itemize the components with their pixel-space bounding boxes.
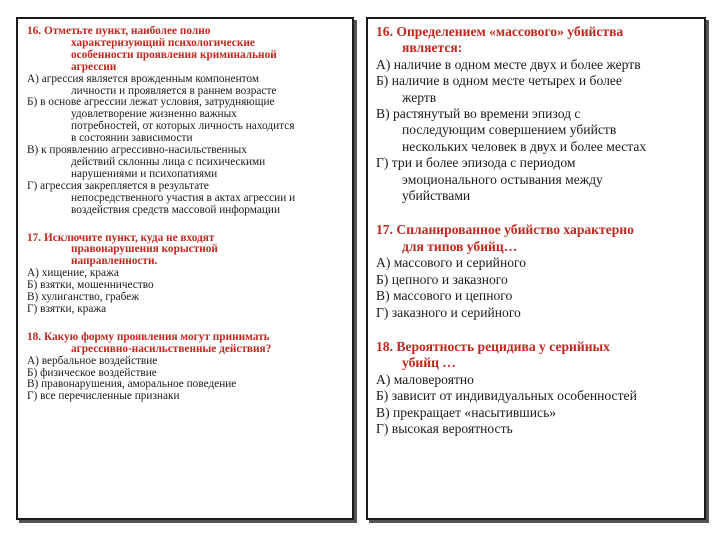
question-title-line: 16. Отметьте пункт, наиболее полно — [27, 25, 211, 37]
answer-option[interactable] — [376, 421, 696, 437]
answer-option-line: Б) цепного и заказного — [376, 271, 508, 287]
answer-option-line: Г) агрессия закрепляется в результате — [27, 179, 209, 192]
answer-option-line: непосредственного участия в актах агрессии и — [71, 191, 296, 204]
answer-option-line: А) агрессия является врожденным компонентом — [27, 72, 260, 85]
answer-option[interactable] — [376, 388, 696, 404]
answer-option[interactable] — [27, 74, 344, 98]
left-question-panel — [16, 17, 354, 520]
answer-option-line: воздействия средств массовой информации — [71, 203, 281, 216]
answer-option-line: В) хулиганство, грабеж — [27, 291, 140, 304]
question-title-line: 17. Исключите пункт, куда не входят — [27, 231, 215, 244]
answer-option-line: Г) три и более эпизода с периодом — [376, 155, 576, 171]
answer-option-line: А) массового и серийного — [376, 255, 527, 271]
answer-option[interactable] — [376, 155, 696, 204]
answer-option[interactable] — [376, 57, 696, 73]
question-title — [376, 339, 696, 372]
question-title — [27, 26, 344, 74]
question-title — [376, 24, 696, 57]
question-title-line: агрессии — [71, 60, 117, 73]
answer-option[interactable] — [376, 73, 696, 106]
answer-option-line: В) правонарушения, аморальное поведение — [27, 378, 237, 391]
answer-option-line: А) маловероятно — [376, 371, 474, 387]
question-title-line: агрессивно-насильственные действия? — [71, 342, 272, 355]
answer-option[interactable] — [27, 304, 344, 316]
answer-option-line: жертв — [402, 89, 437, 105]
answer-option-line: Г) высокая вероятность — [376, 420, 513, 436]
answer-option-line: убийствами — [402, 188, 471, 204]
question-1 — [376, 24, 696, 204]
answer-option-line: Б) зависит от индивидуальных особенностей — [376, 388, 637, 404]
answer-option-line: В) массового и цепного — [376, 288, 513, 304]
question-title-line: 18. Вероятность рецидива у серийных — [376, 338, 610, 354]
answer-option-line: Г) заказного и серийного — [376, 304, 521, 320]
answer-option-line: В) прекращает «насытившись» — [376, 404, 557, 420]
answer-option[interactable] — [376, 372, 696, 388]
answer-option-line: нарушениями и психопатиями — [71, 167, 218, 180]
answer-option[interactable] — [27, 181, 344, 217]
question-3 — [27, 332, 344, 403]
question-title-line: особенности проявления криминальной — [71, 48, 277, 61]
answer-option[interactable] — [376, 288, 696, 304]
answer-option[interactable] — [27, 97, 344, 145]
question-title-line: 16. Определением «массового» убийства — [376, 24, 624, 39]
answer-option-line: нескольких человек в двух и более местах — [402, 138, 647, 154]
answer-option-line: Б) взятки, мошенничество — [27, 279, 154, 292]
question-title — [27, 233, 344, 269]
question-title-line: является: — [402, 40, 463, 56]
answer-option-line: последующим совершением убийств — [402, 122, 617, 138]
question-2 — [376, 222, 696, 320]
answer-option-line: действий склонны лица с психическими — [71, 155, 266, 168]
question-3 — [376, 339, 696, 437]
answer-option[interactable] — [376, 272, 696, 288]
answer-option[interactable] — [376, 405, 696, 421]
answer-option-line: Б) в основе агрессии лежат условия, затрудняющие — [27, 96, 275, 109]
question-title — [27, 332, 344, 356]
answer-option-line: А) хищение, кража — [27, 267, 119, 280]
question-1 — [27, 26, 344, 217]
answer-option-line: Б) наличие в одном месте четырех и более — [376, 73, 622, 89]
answer-option-line: Г) все перечисленные признаки — [27, 390, 180, 403]
answer-option-line: В) растянутый во времени эпизод с — [376, 106, 581, 122]
question-title-line: 18. Какую форму проявления могут принимать — [27, 330, 270, 343]
answer-option[interactable] — [376, 305, 696, 321]
answer-option-line: Г) взятки, кража — [27, 302, 107, 315]
answer-option[interactable] — [27, 391, 344, 403]
answer-option[interactable] — [27, 145, 344, 181]
answer-option[interactable] — [376, 255, 696, 271]
question-title-line: убийц … — [402, 355, 456, 371]
question-title-line: 17. Спланированное убийство характерно — [376, 222, 634, 238]
question-title-line: характеризующий психологические — [71, 36, 255, 49]
answer-option-line: удовлетворение жизненно важных — [71, 108, 237, 121]
answer-option-line: Б) физическое воздействие — [27, 366, 157, 379]
question-title — [376, 222, 696, 255]
answer-option-line: в состоянии зависимости — [71, 132, 193, 145]
answer-option-line: А) вербальное воздействие — [27, 354, 158, 367]
right-question-panel — [366, 17, 706, 520]
answer-option-line: А) наличие в одном месте двух и более жертв — [376, 56, 641, 72]
question-title-line: направленности. — [71, 255, 158, 268]
question-2 — [27, 233, 344, 316]
question-title-line: правонарушения корыстной — [71, 243, 218, 256]
answer-option[interactable] — [376, 106, 696, 155]
answer-option-line: личности и проявляется в раннем возрасте — [71, 84, 277, 97]
answer-option-line: потребностей, от которых личность находится — [71, 120, 295, 133]
answer-option-line: В) к проявлению агрессивно-насильственных — [27, 144, 247, 157]
question-title-line: для типов убийц… — [402, 238, 518, 254]
answer-option-line: эмоционального остывания между — [402, 171, 603, 187]
